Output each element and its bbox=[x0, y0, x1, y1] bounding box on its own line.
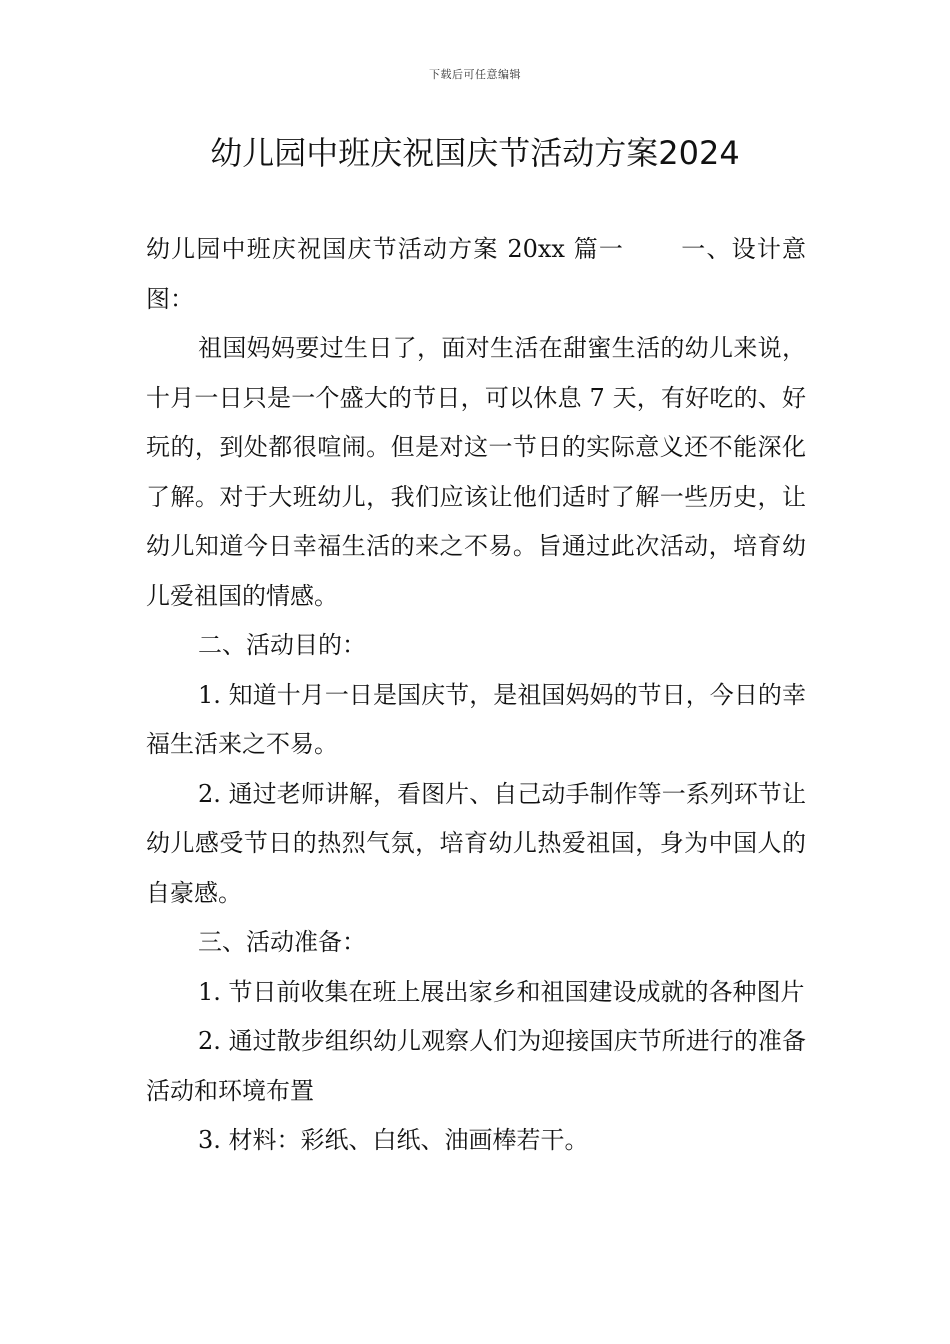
intro-line bbox=[146, 225, 806, 324]
intro-heading: 幼儿园中班庆祝国庆节活动方案 20xx 篇一 bbox=[146, 235, 625, 263]
document-title: 幼儿园中班庆祝国庆节活动方案2024 bbox=[210, 134, 740, 172]
goal-item-1: 1. 知道十月一日是国庆节，是祖国妈妈的节日，今日的幸福生活来之不易。 bbox=[146, 680, 806, 758]
section-heading-preparation: 三、活动准备： bbox=[198, 928, 366, 956]
paragraph-intent: 祖国妈妈要过生日了，面对生活在甜蜜生活的幼儿来说，十月一日只是一个盛大的节日，可以休息 7 天，有好吃的、好玩的，到处都很喧闹。但是对这一节日的实际意义还不能深化了解。对于大班幼儿，我们应该让他们适时了解一些历史，让幼儿知道今日幸福生活的来之不易。旨通过此次活动，培育幼儿爱祖国的情感。 bbox=[146, 334, 806, 610]
document-body bbox=[146, 225, 806, 1166]
prep-item-1: 1. 节日前收集在班上展出家乡和祖国建设成就的各种图片 bbox=[198, 977, 805, 1006]
prep-item-2: 2. 通过散步组织幼儿观察人们为迎接国庆节所进行的准备活动和环境布置 bbox=[146, 1027, 806, 1105]
section-heading-goals: 二、活动目的： bbox=[198, 631, 366, 659]
goal-item-2: 2. 通过老师讲解，看图片、自己动手制作等一系列环节让幼儿感受节日的热烈气氛，培育幼儿热爱祖国，身为中国人的自豪感。 bbox=[146, 779, 806, 907]
prep-item-3: 3. 材料：彩纸、白纸、油画棒若干。 bbox=[198, 1126, 589, 1154]
section-heading-intent: 一、设计意图： bbox=[146, 235, 807, 313]
header-note: 下载后可任意编辑 bbox=[429, 68, 521, 81]
